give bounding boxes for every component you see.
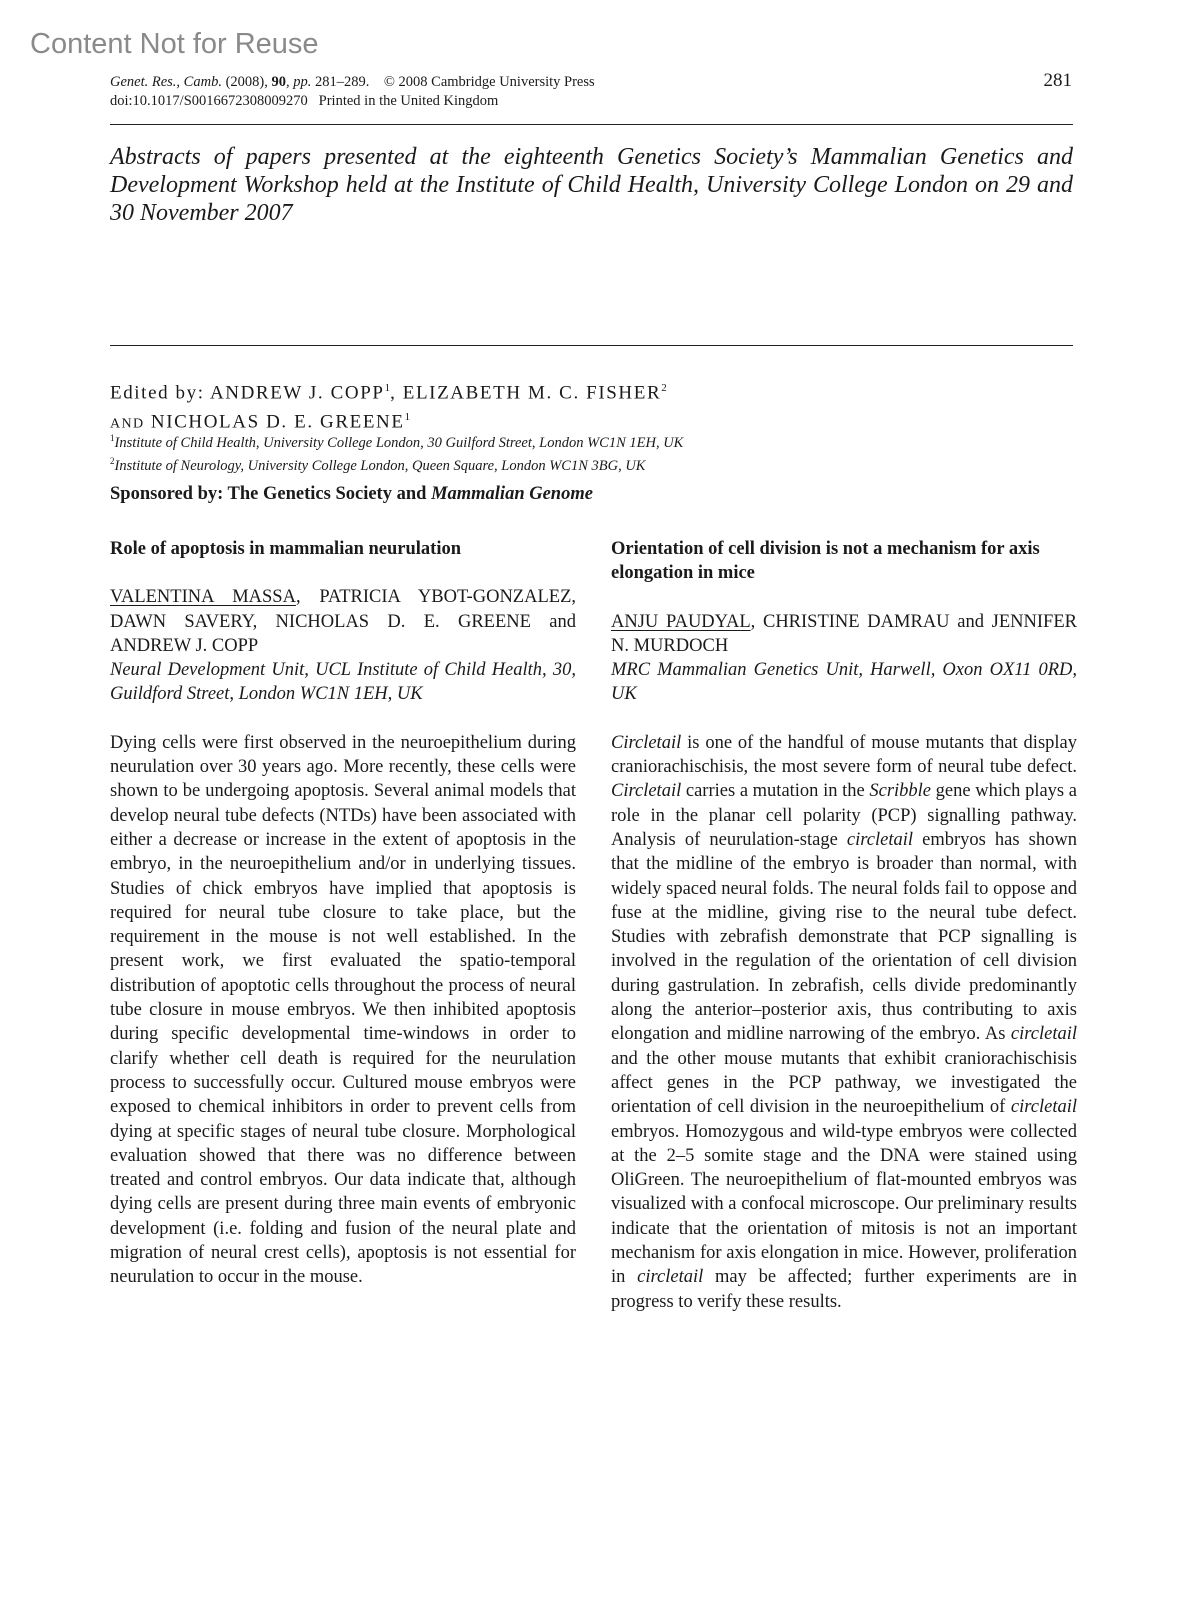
editor-name: NICHOLAS D. E. GREENE <box>150 411 405 433</box>
journal-volume: 90 <box>271 74 286 90</box>
printed-note: Printed in the United Kingdom <box>318 92 499 109</box>
sponsor-line <box>110 484 593 505</box>
body-text: and the other mouse mutants that exhibit craniorachischisis affect genes in the PCP pathway, we investigated the orientation of cell division in the neuroepithelium of <box>611 1048 1077 1118</box>
affiliation <box>110 429 1073 452</box>
and-word: AND <box>110 416 145 432</box>
abstract-title: Orientation of cell division is not a mechanism for axis elongation in mice <box>611 539 1040 584</box>
abstract-authors <box>611 610 1077 659</box>
affil-mark: 1 <box>384 382 391 394</box>
doi: doi:10.1017/S0016672308009270 <box>110 92 308 109</box>
italic-term: circletail <box>637 1267 704 1288</box>
affil-mark: 1 <box>110 433 115 443</box>
body-text: is one of the handful of mouse mutants that display craniorachischisis, the most severe form of neural tube defect. <box>611 732 1077 778</box>
watermark: Content Not for Reuse <box>30 28 319 60</box>
editors: Edited by: ANDREW J. COPP$^1$, ELIZABETH M. C. FISHER$^2$ AND NICHOLAS D. E. GREENE$^1$ <box>110 382 667 433</box>
journal-name: Genet. Res., Camb. <box>110 74 222 90</box>
page-number: 281 <box>1043 70 1072 91</box>
journal-pages: 281–289. <box>315 74 370 90</box>
italic-term: circletail <box>846 829 913 850</box>
italic-term: circletail <box>1010 1097 1077 1118</box>
co-authors: , CHRISTINE DAMRAU and JENNIFER N. MURDOCH <box>611 611 1077 656</box>
pages-label: , pp. <box>286 74 315 90</box>
italic-term: Circletail <box>611 732 682 753</box>
title-rule <box>110 345 1073 346</box>
abstract-2 <box>611 537 1077 1314</box>
abstract-body <box>611 731 1077 1314</box>
affiliation-text: Institute of Neurology, University College London, Queen Square, London WC1N 3BG, UK <box>114 457 646 474</box>
page-title: Abstracts of papers presented at the eighteenth Genetics Society’s Mammalian Genetics and Development Workshop held at the Institute of Child Health, University College London on 29 and 30 November 2007 <box>110 144 1073 226</box>
abstract-1 <box>110 537 576 1290</box>
italic-term: Scribble <box>869 781 932 802</box>
citation-line <box>110 73 1050 92</box>
italic-term: circletail <box>1010 1024 1077 1045</box>
affiliation <box>110 452 1073 475</box>
body-text: embryos has shown that the midline of the embryo is broader than normal, with widely spaced neural folds. The neural folds fail to oppose and fuse at the midline, giving rise to the neural tube defect. Studies with zebrafish demonstrate that PCP signalling is involved in the regulation of the orientation of cell division during gastrulation. In zebrafish, cells divide predominantly along the anterior–posterior axis, thus contributing to axis elongation and midline narrowing of the embryo. As <box>611 829 1077 1045</box>
body-text: may be affected; further experiments are in progress to verify these results. <box>611 1267 1077 1312</box>
editors-label: Edited by: <box>110 382 205 404</box>
sponsor-journal: Mammalian Genome <box>431 484 593 504</box>
abstract-address: Neural Development Unit, UCL Institute of Child Health, 30, Guildford Street, London WC1N 1EH, UK <box>110 660 576 705</box>
abstract-authors <box>110 585 576 658</box>
body-text: embryos. Homozygous and wild-type embryos were collected at the 2–5 somite stage and the DNA were stained using OliGreen. The neuroepithelium of flat-mounted embryos was visualized with a confocal microscope. Our preliminary results indicate that the orientation of mitosis is not an important mechanism for axis elongation in mice. However, proliferation in <box>611 1121 1077 1288</box>
abstract-body: Dying cells were first observed in the neuroepithelium during neurulation over 30 years ago. More recently, these cells were shown to be undergoing apoptosis. Several animal models that develop neural tube defects (NTDs) have been associated with either a decrease or increase in the extent of apoptosis in the embryo, in the neuroepithelium and/or in underlying tissues. Studies of chick embryos have implied that apoptosis is required for neural tube closure to take place, but the requirement in the mouse is not well established. In the present work, we first evaluated the spatio-temporal distribution of apoptotic cells throughout the process of neural tube closure in mouse embryos. We then inhibited apoptosis during specific developmental time-windows in order to clarify whether cell death is required for the neurulation process to successfully occur. Cultured mouse embryos were exposed to chemical inhibitors in order to prevent cells from dying at specific stages of neural tube closure. Morphological evaluation showed that there was no difference between treated and control embryos. Our data indicate that, although dying cells are present during three main events of embryonic development (i.e. folding and fusion of the neural plate and migration of neural crest cells), apoptosis is not essential for neurulation to occur in the mouse. <box>110 732 576 1288</box>
affil-mark: 2 <box>661 382 667 394</box>
copyright: © 2008 Cambridge University Press <box>383 74 595 90</box>
sponsor-label: Sponsored by: The Genetics Society and <box>110 484 432 504</box>
doi-line <box>110 92 1050 111</box>
citation-year: (2008), <box>221 74 272 90</box>
abstract-address: MRC Mammalian Genetics Unit, Harwell, Oxon OX11 0RD, UK <box>611 660 1077 705</box>
affil-mark: 2 <box>110 455 115 466</box>
presenting-author: VALENTINA MASSA <box>110 587 296 608</box>
affil-mark: 1 <box>404 411 411 424</box>
editor-name: ELIZABETH M. C. FISHER <box>402 382 662 404</box>
affiliations <box>110 429 1073 475</box>
italic-term: Circletail <box>611 781 682 802</box>
body-text: carries a mutation in the <box>681 781 870 802</box>
abstract-title: Role of apoptosis in mammalian neurulation <box>110 539 462 559</box>
body-text: gene which plays a role in the planar cell polarity (PCP) signalling pathway. Analysis of neurulation-stage <box>611 781 1077 850</box>
editor-name: ANDREW J. COPP <box>209 382 385 404</box>
affiliation-text: Institute of Child Health, University College London, 30 Guilford Street, London WC1N 1EH, UK <box>114 434 684 451</box>
journal-header <box>110 73 1050 110</box>
co-authors: , PATRICIA YBOT-GONZALEZ, DAWN SAVERY, NICHOLAS D. E. GREENE and ANDREW J. COPP <box>110 587 576 656</box>
presenting-author: ANJU PAUDYAL <box>611 611 751 632</box>
header-rule <box>110 124 1073 125</box>
